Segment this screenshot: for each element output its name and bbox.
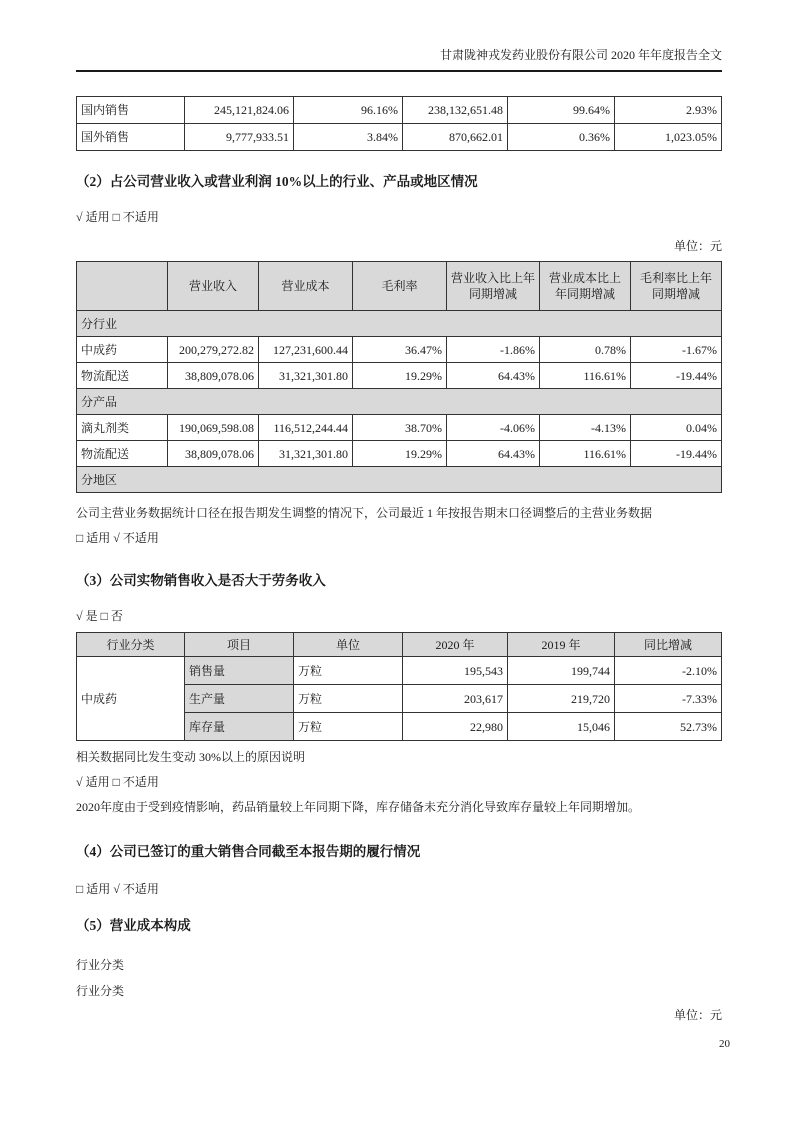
table-row: [77, 97, 722, 124]
section2-unit-label: 单位：元: [673, 239, 722, 253]
table-row: [77, 363, 722, 389]
cell-value: 199,744: [508, 657, 615, 685]
cell-value: 38,809,078.06: [168, 363, 259, 389]
cell-value: -4.06%: [447, 415, 540, 441]
column-header: 2019 年: [508, 633, 615, 657]
column-header: 营业成本: [259, 262, 353, 311]
section4-title: （4）公司已签订的重大销售合同截至本报告期的履行情况: [76, 844, 421, 859]
cell-value: 219,720: [508, 685, 615, 713]
cell-value: 245,121,824.06: [185, 97, 294, 124]
group-row: [77, 467, 722, 493]
section3-choice-line: √ 是 □ 否: [76, 609, 123, 623]
cell-value: 200,279,272.82: [168, 337, 259, 363]
table-row: [77, 657, 722, 685]
row-label: 国内销售: [77, 97, 185, 124]
column-header: 单位: [294, 633, 403, 657]
row-label: 国外销售: [77, 124, 185, 151]
cell-value: 96.16%: [294, 97, 403, 124]
cell-value: 116.61%: [540, 441, 631, 467]
column-header: 项目: [185, 633, 294, 657]
item-label: 库存量: [185, 713, 294, 741]
unit-cell: 万粒: [294, 685, 403, 713]
column-header: 毛利率比上年同期增减: [631, 262, 722, 311]
cell-value: 870,662.01: [403, 124, 508, 151]
cell-value: 52.73%: [615, 713, 722, 741]
cell-value: -19.44%: [631, 441, 722, 467]
item-label: 销售量: [185, 657, 294, 685]
row-label: 中成药: [77, 337, 168, 363]
section5-title: （5）营业成本构成: [76, 918, 191, 933]
cell-value: 0.04%: [631, 415, 722, 441]
column-header: 行业分类: [77, 633, 185, 657]
cell-value: 36.47%: [353, 337, 447, 363]
cell-value: 116.61%: [540, 363, 631, 389]
section2-note-applicability-line: □ 适用 √ 不适用: [76, 531, 159, 545]
column-header: 2020 年: [403, 633, 508, 657]
column-header: 营业成本比上年同期增减: [540, 262, 631, 311]
section3-reason-label: 相关数据同比发生变动 30%以上的原因说明: [76, 750, 305, 764]
group-label: 分地区: [77, 467, 722, 493]
document-header-title: 甘肃陇神戎发药业股份有限公司 2020 年年度报告全文: [76, 0, 722, 72]
table-row: [77, 415, 722, 441]
section4-applicability-line: □ 适用 √ 不适用: [76, 882, 159, 896]
page-number: 20: [719, 1038, 730, 1050]
cell-value: 238,132,651.48: [403, 97, 508, 124]
table-row: [77, 337, 722, 363]
cell-value: 19.29%: [353, 441, 447, 467]
cell-value: 31,321,301.80: [259, 441, 353, 467]
cell-value: 0.36%: [508, 124, 615, 151]
cell-value: 203,617: [403, 685, 508, 713]
cell-value: 19.29%: [353, 363, 447, 389]
table-row: [77, 441, 722, 467]
row-label: 物流配送: [77, 441, 168, 467]
unit-cell: 万粒: [294, 657, 403, 685]
section5-classification-line-2: 行业分类: [76, 984, 125, 998]
cell-value: 127,231,600.44: [259, 337, 353, 363]
cell-value: 99.64%: [508, 97, 615, 124]
cell-value: 22,980: [403, 713, 508, 741]
table-header-row: [77, 262, 722, 311]
cell-value: 64.43%: [447, 441, 540, 467]
cell-value: -1.86%: [447, 337, 540, 363]
section2-applicability-line: √ 适用 □ 不适用: [76, 210, 159, 224]
cell-value: -2.10%: [615, 657, 722, 685]
cell-value: -19.44%: [631, 363, 722, 389]
cell-value: 0.78%: [540, 337, 631, 363]
group-row: [77, 311, 722, 337]
cell-value: 195,543: [403, 657, 508, 685]
group-label: 分产品: [77, 389, 722, 415]
row-label: 滴丸剂类: [77, 415, 168, 441]
section5-unit-label: 单位：元: [673, 1008, 722, 1022]
cell-value: 38,809,078.06: [168, 441, 259, 467]
table-header-row: [77, 633, 722, 657]
cell-value: -1.67%: [631, 337, 722, 363]
item-label: 生产量: [185, 685, 294, 713]
cell-value: 9,777,933.51: [185, 124, 294, 151]
cell-value: 64.43%: [447, 363, 540, 389]
cell-value: 38.70%: [353, 415, 447, 441]
cell-value: 1,023.05%: [615, 124, 722, 151]
industry-product-region-table: [76, 261, 722, 493]
group-row: [77, 389, 722, 415]
section3-reason-text: 2020年度由于受到疫情影响，药品销量较上年同期下降，库存储备未充分消化导致库存量较上年同期增加。: [76, 800, 641, 814]
cell-value: 190,069,598.08: [168, 415, 259, 441]
column-header: 营业收入: [168, 262, 259, 311]
sales-volume-table: [76, 632, 722, 741]
row-label: 物流配送: [77, 363, 168, 389]
section3-title: （3）公司实物销售收入是否大于劳务收入: [76, 573, 326, 588]
unit-cell: 万粒: [294, 713, 403, 741]
industry-label: 中成药: [77, 657, 185, 741]
cell-value: 2.93%: [615, 97, 722, 124]
table-row: [77, 124, 722, 151]
region-sales-continuation-table: [76, 96, 722, 151]
cell-value: 15,046: [508, 713, 615, 741]
section5-classification-line-1: 行业分类: [76, 958, 125, 972]
cell-value: -4.13%: [540, 415, 631, 441]
section2-title: （2）占公司营业收入或营业利润 10%以上的行业、产品或地区情况: [76, 174, 478, 189]
group-label: 分行业: [77, 311, 722, 337]
cell-value: 31,321,301.80: [259, 363, 353, 389]
column-header: 毛利率: [353, 262, 447, 311]
column-header: 营业收入比上年同期增减: [447, 262, 540, 311]
section2-note: 公司主营业务数据统计口径在报告期发生调整的情况下，公司最近 1 年按报告期末口径调整后的主营业务数据: [76, 506, 653, 520]
cell-value: -7.33%: [615, 685, 722, 713]
column-header: [77, 262, 168, 311]
cell-value: 3.84%: [294, 124, 403, 151]
section3-reason-applicability-line: √ 适用 □ 不适用: [76, 775, 159, 789]
cell-value: 116,512,244.44: [259, 415, 353, 441]
column-header: 同比增减: [615, 633, 722, 657]
